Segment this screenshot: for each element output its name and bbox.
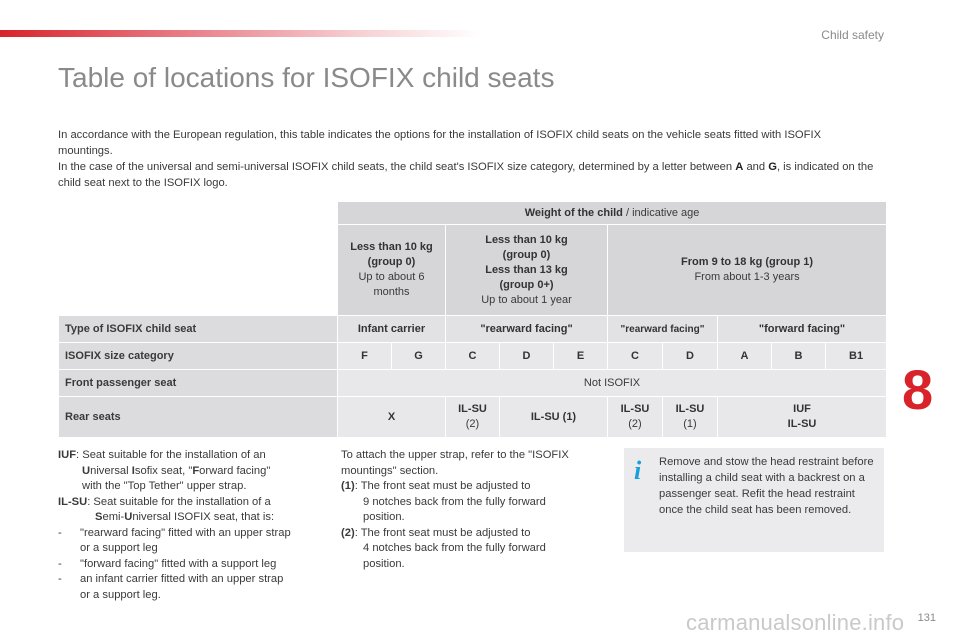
dash-text [80,526,291,557]
cell-text: (2) [628,418,642,430]
group-line: From 9 to 18 kg (group 1) [681,256,814,268]
size-cell [608,343,663,370]
cell-text: C [631,349,639,362]
info-text: Remove and stow the head restraint before installing a child seat with a backrest on a passenger seat. Refit the head restraint once the child seat has been removed. [659,456,874,516]
page-title: Table of locations for ISOFIX child seats [58,62,555,93]
intro-p2-end: , is indicated on the child seat next to the ISOFIX logo. [58,161,874,189]
weight-header-label: Weight of the child [524,206,623,219]
cell-text: A [740,349,749,362]
legend-iuf-line3: with the "Top Tether" upper strap. [82,480,247,492]
cell-text: D [686,349,694,362]
cell-text: IL-SU [620,403,650,415]
dash-mark: - [58,526,62,539]
size-cell [554,343,608,370]
row-header-rear: Rear seats [59,397,338,438]
legend-dash-item [58,557,328,573]
intro-text [58,127,878,191]
cell-text: "forward facing" [758,322,846,335]
note-2-line2: 4 notches back from the fully forward [363,542,546,554]
intro-paragraph-1: In accordance with the European regulation, this table indicates the options for the installation of ISOFIX child seats on the vehicle seats fitted with ISOFIX mountings. [58,129,822,157]
cell-text: IUF [793,403,811,415]
row-header-size: ISOFIX size category [59,343,338,370]
legend-text: : Seat suitable for the installation of an [76,449,266,461]
dash-text [80,572,283,603]
dash-line: "forward facing" fitted with a support leg [80,557,277,570]
size-cell [338,343,392,370]
cell-text: B1 [849,349,864,362]
rear-cell-x [338,397,446,438]
note-2-line3: position. [363,557,405,570]
row-header-type: Type of ISOFIX child seat [59,316,338,343]
group-0plus-header [446,225,608,316]
group-line: Less than 13 kg [485,263,568,276]
legend-dash-item [58,526,328,557]
cell-text: F [361,349,368,362]
rear-cell-ilsu-2b [608,397,663,438]
group-1-header [608,225,887,316]
cell-text: IL-SU [787,418,817,430]
note-1-line3: position. [363,511,405,523]
watermark: carmanualsonline.info [686,610,905,635]
cell-rearward-2 [608,316,718,343]
info-box [624,448,884,552]
cell-text: IL-SU [458,403,487,415]
cell-text: IL-SU (1) [530,410,577,423]
weight-header [338,202,887,225]
group-age: Up to about 6 months [358,271,425,298]
info-icon: i [634,456,642,485]
legend-dash-item [58,572,328,603]
legend-text: emi- [102,511,125,523]
legend-letter: F [192,464,200,477]
dash-line: "rearward facing" fitted with an upper strap [80,526,291,539]
legend-text: niversal ISOFIX seat, that is: [132,511,275,523]
size-cell [826,343,887,370]
cell-text: Infant carrier [357,322,426,335]
size-cell [446,343,500,370]
dash-line: an infant carrier fitted with an upper strap [80,573,284,585]
legend-letter: U [82,464,91,477]
cell-forward [718,316,887,343]
size-cell [718,343,772,370]
intro-paragraph-2 [58,159,878,191]
legend-text: sofix seat, " [134,464,193,477]
cell-text: "rearward facing" [620,323,705,335]
group-age: From about 1-3 years [694,271,800,283]
note-text: : The front seat must be adjusted to [354,480,531,492]
rear-cell-iuf [718,397,887,438]
dash-mark: - [58,557,62,570]
group-age: Up to about 1 year [481,293,572,306]
cell-text: B [794,349,803,362]
dash-line: or a support leg. [80,588,161,601]
intro-and: and [743,161,769,173]
legend-ilsu [58,495,328,511]
group-line: (group 0) [367,256,416,268]
size-cell [500,343,554,370]
legend-key: IL-SU [58,495,88,508]
group-line: Less than 10 kg [485,233,568,246]
chapter-number: 8 [902,358,934,421]
legend-key: IUF [58,449,77,461]
cell-text: (2) [465,418,480,430]
section-title: Child safety [821,28,884,42]
isofix-table [58,201,887,438]
cell-text: G [414,349,423,362]
size-cell [663,343,718,370]
note-key: (1) [341,480,355,492]
intro-letter-g: G [768,161,777,173]
note-1-line2: 9 notches back from the fully forward [363,495,546,508]
note-key: (2) [341,526,355,539]
dash-mark: - [58,573,62,585]
notes-intro: To attach the upper strap, refer to the "ISOFIX [341,449,569,461]
intro-p2-text: In the case of the universal and semi-universal ISOFIX child seats, the child seat's ISOFIX size category, determined by a letter between [58,161,736,173]
size-cell [772,343,826,370]
legend-column [58,448,328,603]
group-line: (group 0+) [499,278,554,291]
legend-text: niversal [90,464,132,477]
group-line: (group 0) [502,248,551,261]
legend-letter: U [124,511,133,523]
rear-cell-ilsu-1 [500,397,608,438]
size-cell [392,343,446,370]
cell-text: "rearward facing" [480,322,573,335]
notes-intro: mountings" section. [341,464,439,477]
legend-text: : Seat suitable for the installation of a [87,495,271,508]
legend-letter: S [95,511,103,523]
group-0-header [338,225,446,316]
front-seat-value: Not ISOFIX [338,370,887,397]
legend-iuf [58,448,328,464]
legend-iuf-line2 [58,464,328,480]
cell-text: X [387,410,396,423]
group-line: Less than 10 kg [350,241,433,253]
cell-text: C [468,349,477,362]
cell-rearward-1 [446,316,608,343]
row-header-front: Front passenger seat [59,370,338,397]
note-1 [341,479,603,495]
cell-text: E [576,349,585,362]
cell-text: D [522,349,531,362]
weight-header-sub: / indicative age [622,206,700,219]
note-2 [341,526,603,542]
dash-line: or a support leg [80,542,158,554]
note-text: : The front seat must be adjusted to [354,526,531,539]
page-number: 131 [917,612,936,624]
legend-letter: I [131,464,135,477]
notes-column [341,448,603,572]
cell-text: (1) [683,418,697,430]
cell-infant-carrier [338,316,446,343]
intro-letter-a: A [735,161,744,173]
rear-cell-ilsu-2 [446,397,500,438]
rear-cell-ilsu-1b [663,397,718,438]
top-accent-bar [0,30,480,37]
legend-ilsu-line2 [58,510,328,526]
cell-text: IL-SU [675,403,705,415]
legend-text: orward facing" [199,464,271,477]
